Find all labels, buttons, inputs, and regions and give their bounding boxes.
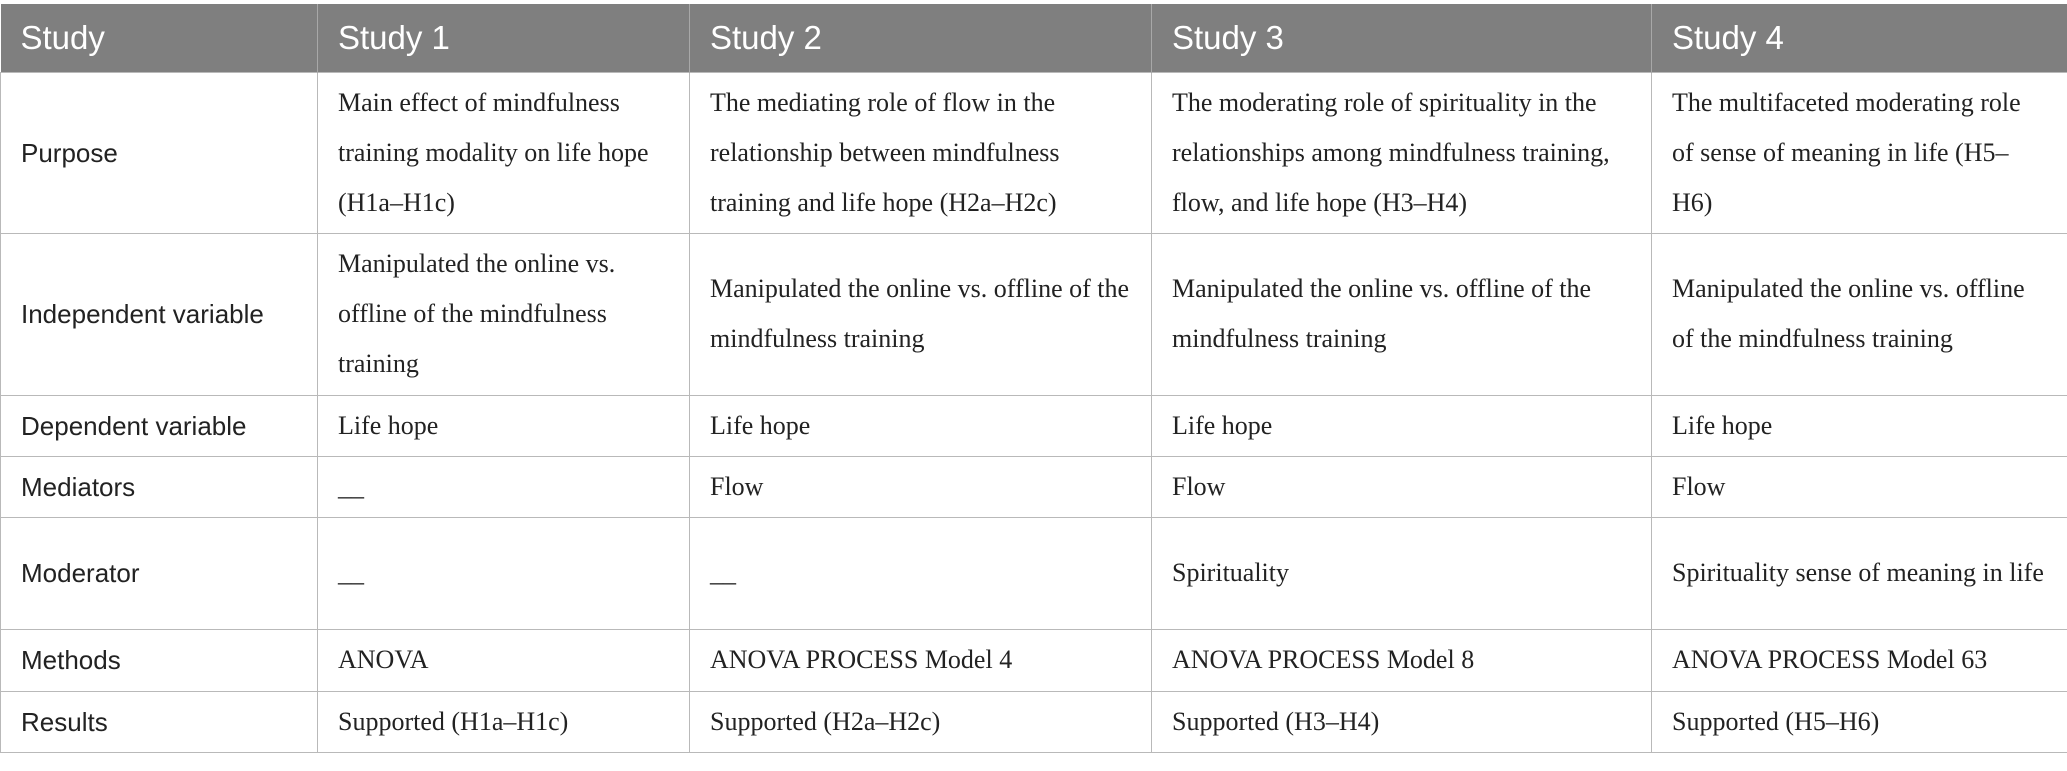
table-cell: Life hope	[1152, 395, 1652, 456]
column-header-study-2: Study 2	[690, 4, 1152, 72]
table-cell: Supported (H5–H6)	[1652, 691, 2067, 752]
table-cell: Life hope	[1652, 395, 2067, 456]
row-label: Independent variable	[1, 233, 318, 395]
row-label: Mediators	[1, 456, 318, 517]
table-cell: ANOVA PROCESS Model 4	[690, 629, 1152, 691]
table-cell: Manipulated the online vs. offline of the mindfulness training	[318, 233, 690, 395]
table-cell: Supported (H2a–H2c)	[690, 691, 1152, 752]
table-cell: Supported (H1a–H1c)	[318, 691, 690, 752]
column-header-study-4: Study 4	[1652, 4, 2067, 72]
table-cell: __	[690, 517, 1152, 629]
table-row-results	[1, 691, 2067, 752]
table-cell: The multifaceted moderating role of sense of meaning in life (H5–H6)	[1652, 72, 2067, 233]
column-header-study: Study	[1, 4, 318, 72]
table-cell: ANOVA PROCESS Model 8	[1152, 629, 1652, 691]
row-label: Dependent variable	[1, 395, 318, 456]
table-cell: Manipulated the online vs. offline of the mindfulness training	[1652, 233, 2067, 395]
table-cell: Spirituality sense of meaning in life	[1652, 517, 2067, 629]
table-cell: Flow	[1152, 456, 1652, 517]
table-cell: ANOVA PROCESS Model 63	[1652, 629, 2067, 691]
row-label: Methods	[1, 629, 318, 691]
table-cell: __	[318, 456, 690, 517]
row-label: Purpose	[1, 72, 318, 233]
table-cell: The moderating role of spirituality in the relationships among mindfulness training, flow, and life hope (H3–H4)	[1152, 72, 1652, 233]
study-summary-table	[0, 4, 2067, 753]
table-header	[1, 4, 2067, 72]
table-cell: Manipulated the online vs. offline of the mindfulness training	[1152, 233, 1652, 395]
table-cell: Supported (H3–H4)	[1152, 691, 1652, 752]
table-row-moderator	[1, 517, 2067, 629]
table-cell: The mediating role of flow in the relationship between mindfulness training and life hope (H2a–H2c)	[690, 72, 1152, 233]
table-row-independent-variable	[1, 233, 2067, 395]
table-cell: ANOVA	[318, 629, 690, 691]
table-cell: Spirituality	[1152, 517, 1652, 629]
column-header-study-3: Study 3	[1152, 4, 1652, 72]
table-cell: Flow	[1652, 456, 2067, 517]
table-row-mediators	[1, 456, 2067, 517]
table-body	[1, 72, 2067, 752]
table-row-methods	[1, 629, 2067, 691]
table-cell: __	[318, 517, 690, 629]
table-cell: Flow	[690, 456, 1152, 517]
row-label: Results	[1, 691, 318, 752]
table-row-purpose	[1, 72, 2067, 233]
table-cell: Life hope	[318, 395, 690, 456]
study-summary-table-wrapper	[0, 4, 2067, 753]
table-cell: Manipulated the online vs. offline of the mindfulness training	[690, 233, 1152, 395]
table-row-dependent-variable	[1, 395, 2067, 456]
row-label: Moderator	[1, 517, 318, 629]
table-cell: Main effect of mindfulness training modality on life hope (H1a–H1c)	[318, 72, 690, 233]
table-cell: Life hope	[690, 395, 1152, 456]
column-header-study-1: Study 1	[318, 4, 690, 72]
header-row	[1, 4, 2067, 72]
